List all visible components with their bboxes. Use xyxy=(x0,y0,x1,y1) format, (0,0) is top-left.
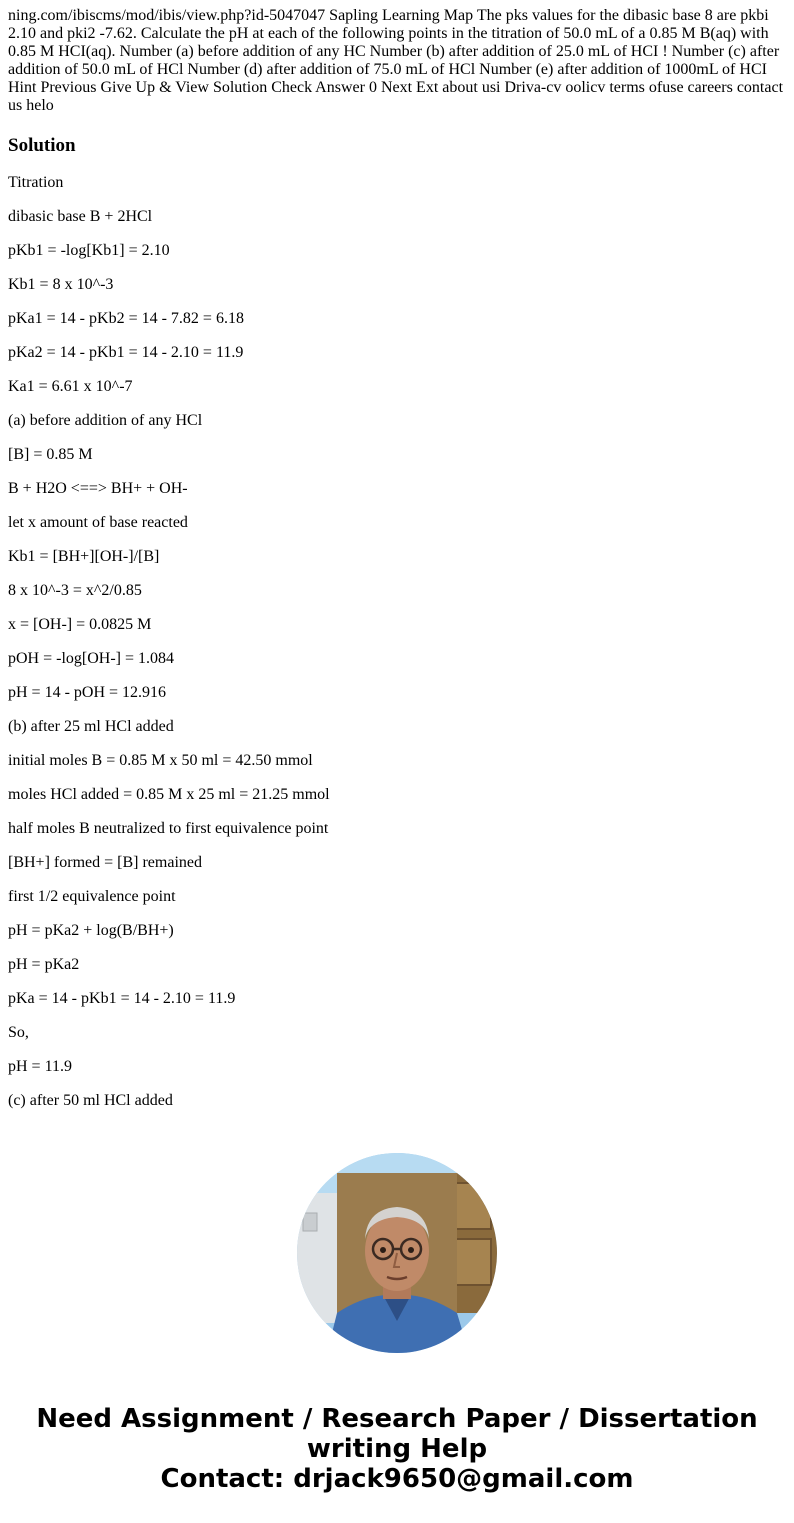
solution-line: 8 x 10^-3 = x^2/0.85 xyxy=(8,582,142,599)
solution-line: [BH+] formed = [B] remained xyxy=(8,854,202,871)
solution-line: [B] = 0.85 M xyxy=(8,446,93,463)
solution-line: (a) before addition of any HCl xyxy=(8,412,203,429)
solution-line: Kb1 = 8 x 10^-3 xyxy=(8,276,114,293)
solution-line: half moles B neutralized to first equivalence point xyxy=(8,820,329,837)
solution-line: So, xyxy=(8,1024,29,1041)
solution-line: (c) after 50 ml HCl added xyxy=(8,1092,173,1109)
solution-line: (b) after 25 ml HCl added xyxy=(8,718,174,735)
promo-contact: Contact: drjack9650@gmail.com xyxy=(160,1464,634,1494)
solution-line: B + H2O <==> BH+ + OH- xyxy=(8,480,188,497)
solution-line: Titration xyxy=(8,174,64,191)
solution-line: pKa = 14 - pKb1 = 14 - 2.10 = 11.9 xyxy=(8,990,236,1007)
solution-line: pKa1 = 14 - pKb2 = 14 - 7.82 = 6.18 xyxy=(8,310,244,327)
promo-banner xyxy=(0,1404,794,1494)
solution-line: pH = 14 - pOH = 12.916 xyxy=(8,684,167,701)
solution-line: Ka1 = 6.61 x 10^-7 xyxy=(8,378,133,395)
solution-line: first 1/2 equivalence point xyxy=(8,888,176,905)
solution-line: let x amount of base reacted xyxy=(8,514,188,531)
solution-line: x = [OH-] = 0.0825 M xyxy=(8,616,152,633)
solution-line: pKa2 = 14 - pKb1 = 14 - 2.10 = 11.9 xyxy=(8,344,244,361)
solution-line: Kb1 = [BH+][OH-]/[B] xyxy=(8,548,160,565)
solution-line: pOH = -log[OH-] = 1.084 xyxy=(8,650,175,667)
solution-line: moles HCl added = 0.85 M x 25 ml = 21.25 mmol xyxy=(8,786,330,803)
promo-line: writing Help xyxy=(306,1434,488,1464)
solution-heading: Solution xyxy=(8,135,76,156)
solution-line: initial moles B = 0.85 M x 50 ml = 42.50 mmol xyxy=(8,752,313,769)
solution-lines xyxy=(8,174,330,1126)
promo-line: Need Assignment / Research Paper / Dissertation xyxy=(36,1404,758,1434)
solution-line: pKb1 = -log[Kb1] = 2.10 xyxy=(8,242,170,259)
solution-line: pH = 11.9 xyxy=(8,1058,72,1075)
solution-line: pH = pKa2 + log(B/BH+) xyxy=(8,922,174,939)
question-text: ning.com/ibiscms/mod/ibis/view.php?id-5047047 Sapling Learning Map The pks values for the dibasic base 8 are pkbi 2.10 and pki2 -7.62. Calculate the pH at each of the following points in the titration of 50.0 mL of a 0.85 M B(aq) with 0.85 M HCI(aq). Number (a) before addition of any HC Number (b) after addition of 25.0 mL of HCI ! Number (c) after addition of 50.0 mL of HCl Number (d) after addition of 75.0 mL of HCl Number (e) after addition of 1000mL of HCI Hint Previous Give Up & View Solution Check Answer 0 Next Ext about usi Driva-cv oolicv terms ofuse careers contact us helo xyxy=(8,7,784,114)
solution-line: dibasic base B + 2HCl xyxy=(8,208,153,225)
solution-line: pH = pKa2 xyxy=(8,956,80,973)
author-avatar xyxy=(297,1153,497,1353)
